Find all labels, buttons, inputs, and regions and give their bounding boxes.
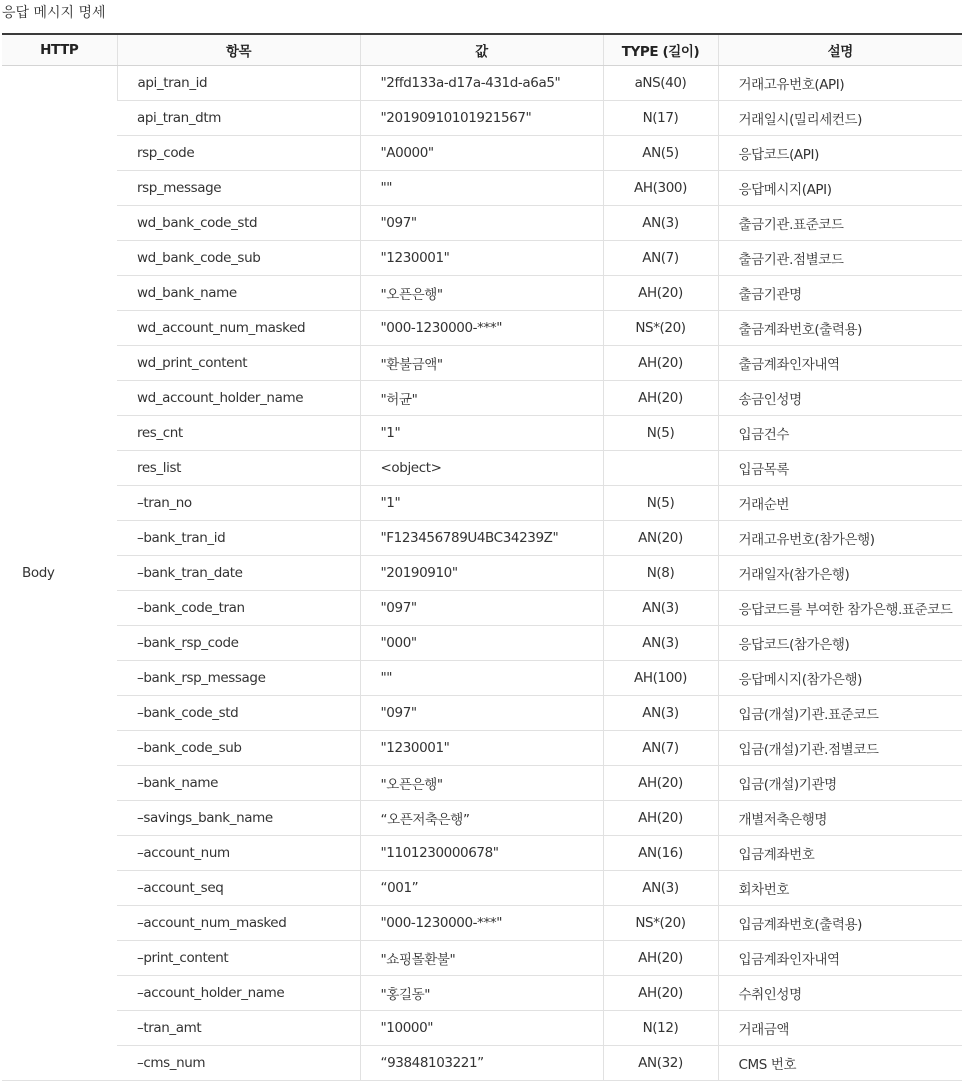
description-cell: 입금목록 xyxy=(718,451,962,486)
description-cell: 거래일시(밀리세컨드) xyxy=(718,101,962,136)
type-cell: N(17) xyxy=(603,101,718,136)
field-cell: rsp_code xyxy=(117,136,360,171)
field-cell: wd_account_num_masked xyxy=(117,311,360,346)
table-row xyxy=(2,1046,962,1081)
type-cell: AN(3) xyxy=(603,626,718,661)
type-cell: AH(100) xyxy=(603,661,718,696)
table-row xyxy=(2,1011,962,1046)
http-section-cell: Body xyxy=(2,66,117,1081)
field-cell: wd_account_holder_name xyxy=(117,381,360,416)
field-cell: wd_bank_code_sub xyxy=(117,241,360,276)
type-cell: AH(300) xyxy=(603,171,718,206)
type-cell: AN(3) xyxy=(603,206,718,241)
table-row xyxy=(2,206,962,241)
table-row xyxy=(2,626,962,661)
value-cell: "000-1230000-***" xyxy=(360,311,603,346)
description-cell: 입금계좌인자내역 xyxy=(718,941,962,976)
description-cell: 개별저축은행명 xyxy=(718,801,962,836)
value-cell: "2ffd133a-d17a-431d-a6a5" xyxy=(360,66,603,101)
description-cell: 거래순번 xyxy=(718,486,962,521)
type-cell: N(8) xyxy=(603,556,718,591)
field-cell: –account_num xyxy=(117,836,360,871)
table-row xyxy=(2,766,962,801)
field-cell: –bank_tran_date xyxy=(117,556,360,591)
field-cell: –bank_name xyxy=(117,766,360,801)
description-cell: 출금계좌번호(출력용) xyxy=(718,311,962,346)
type-cell: N(12) xyxy=(603,1011,718,1046)
value-cell: "오픈은행" xyxy=(360,766,603,801)
field-cell: wd_print_content xyxy=(117,346,360,381)
value-cell: "097" xyxy=(360,206,603,241)
field-cell: –bank_tran_id xyxy=(117,521,360,556)
table-row xyxy=(2,941,962,976)
value-cell: "1230001" xyxy=(360,731,603,766)
table-row xyxy=(2,171,962,206)
type-cell: AH(20) xyxy=(603,276,718,311)
field-cell: –cms_num xyxy=(117,1046,360,1081)
type-cell: N(5) xyxy=(603,416,718,451)
value-cell: "오픈은행" xyxy=(360,276,603,311)
value-cell: "1" xyxy=(360,416,603,451)
description-cell: 출금기관.점별코드 xyxy=(718,241,962,276)
type-cell: AN(20) xyxy=(603,521,718,556)
description-cell: 출금계좌인자내역 xyxy=(718,346,962,381)
type-cell: AH(20) xyxy=(603,766,718,801)
field-cell: wd_bank_name xyxy=(117,276,360,311)
table-row xyxy=(2,276,962,311)
value-cell: "097" xyxy=(360,591,603,626)
field-cell: res_cnt xyxy=(117,416,360,451)
table-header-row xyxy=(2,34,962,66)
value-cell: "홍길동" xyxy=(360,976,603,1011)
field-cell: –account_seq xyxy=(117,871,360,906)
table-row xyxy=(2,731,962,766)
field-cell: wd_bank_code_std xyxy=(117,206,360,241)
field-cell: –account_num_masked xyxy=(117,906,360,941)
field-cell: –tran_no xyxy=(117,486,360,521)
table-row xyxy=(2,136,962,171)
value-cell: "1230001" xyxy=(360,241,603,276)
type-cell: AN(3) xyxy=(603,696,718,731)
table-row xyxy=(2,801,962,836)
table-row xyxy=(2,311,962,346)
value-cell: "1101230000678" xyxy=(360,836,603,871)
table-row xyxy=(2,66,962,101)
description-cell: 응답메시지(API) xyxy=(718,171,962,206)
value-cell: “93848103221” xyxy=(360,1046,603,1081)
header-value: 값 xyxy=(360,34,603,66)
description-cell: 회차번호 xyxy=(718,871,962,906)
header-description: 설명 xyxy=(718,34,962,66)
description-cell: 거래금액 xyxy=(718,1011,962,1046)
description-cell: 입금계좌번호 xyxy=(718,836,962,871)
description-cell: 수취인성명 xyxy=(718,976,962,1011)
table-row xyxy=(2,451,962,486)
field-cell: –bank_rsp_code xyxy=(117,626,360,661)
field-cell: –bank_code_tran xyxy=(117,591,360,626)
value-cell: "000" xyxy=(360,626,603,661)
page-title: 응답 메시지 명세 xyxy=(2,5,106,21)
type-cell: AN(32) xyxy=(603,1046,718,1081)
response-spec-table xyxy=(2,33,962,1081)
table-row xyxy=(2,871,962,906)
table-row xyxy=(2,346,962,381)
value-cell: “001” xyxy=(360,871,603,906)
table-row xyxy=(2,381,962,416)
value-cell: "F123456789U4BC34239Z" xyxy=(360,521,603,556)
value-cell: “오픈저축은행” xyxy=(360,801,603,836)
description-cell: 입금건수 xyxy=(718,416,962,451)
description-cell: CMS 번호 xyxy=(718,1046,962,1081)
description-cell: 응답코드(API) xyxy=(718,136,962,171)
table-row xyxy=(2,521,962,556)
field-cell: –print_content xyxy=(117,941,360,976)
field-cell: –tran_amt xyxy=(117,1011,360,1046)
table-row xyxy=(2,101,962,136)
value-cell: "097" xyxy=(360,696,603,731)
header-field: 항목 xyxy=(117,34,360,66)
type-cell: NS*(20) xyxy=(603,906,718,941)
type-cell: AN(7) xyxy=(603,241,718,276)
type-cell: AN(7) xyxy=(603,731,718,766)
description-cell: 거래일자(참가은행) xyxy=(718,556,962,591)
field-cell: res_list xyxy=(117,451,360,486)
field-cell: api_tran_dtm xyxy=(117,101,360,136)
field-cell: –bank_code_sub xyxy=(117,731,360,766)
table-row xyxy=(2,976,962,1011)
header-type: TYPE (길이) xyxy=(603,34,718,66)
description-cell: 출금기관명 xyxy=(718,276,962,311)
value-cell: "000-1230000-***" xyxy=(360,906,603,941)
value-cell: "A0000" xyxy=(360,136,603,171)
value-cell: "환불금액" xyxy=(360,346,603,381)
table-row xyxy=(2,906,962,941)
description-cell: 거래고유번호(참가은행) xyxy=(718,521,962,556)
description-cell: 송금인성명 xyxy=(718,381,962,416)
field-cell: –savings_bank_name xyxy=(117,801,360,836)
type-cell: AH(20) xyxy=(603,381,718,416)
value-cell: "10000" xyxy=(360,1011,603,1046)
value-cell: "" xyxy=(360,171,603,206)
type-cell: NS*(20) xyxy=(603,311,718,346)
field-cell: rsp_message xyxy=(117,171,360,206)
table-row xyxy=(2,556,962,591)
value-cell: <object> xyxy=(360,451,603,486)
type-cell: N(5) xyxy=(603,486,718,521)
value-cell: "" xyxy=(360,661,603,696)
table-row xyxy=(2,661,962,696)
type-cell: AN(5) xyxy=(603,136,718,171)
value-cell: "쇼핑몰환불" xyxy=(360,941,603,976)
table-row xyxy=(2,416,962,451)
description-cell: 출금기관.표준코드 xyxy=(718,206,962,241)
table-row xyxy=(2,241,962,276)
table-body xyxy=(2,66,962,1081)
table-row xyxy=(2,696,962,731)
type-cell: AN(3) xyxy=(603,871,718,906)
table-row xyxy=(2,591,962,626)
value-cell: "20190910101921567" xyxy=(360,101,603,136)
description-cell: 입금(개설)기관.표준코드 xyxy=(718,696,962,731)
type-cell: AN(16) xyxy=(603,836,718,871)
value-cell: "20190910" xyxy=(360,556,603,591)
value-cell: "허균" xyxy=(360,381,603,416)
description-cell: 입금계좌번호(출력용) xyxy=(718,906,962,941)
description-cell: 응답코드를 부여한 참가은행.표준코드 xyxy=(718,591,962,626)
table-row xyxy=(2,836,962,871)
type-cell: AN(3) xyxy=(603,591,718,626)
value-cell: "1" xyxy=(360,486,603,521)
field-cell: api_tran_id xyxy=(117,66,360,101)
type-cell: aNS(40) xyxy=(603,66,718,101)
type-cell: AH(20) xyxy=(603,346,718,381)
type-cell: AH(20) xyxy=(603,941,718,976)
description-cell: 응답코드(참가은행) xyxy=(718,626,962,661)
field-cell: –bank_rsp_message xyxy=(117,661,360,696)
field-cell: –bank_code_std xyxy=(117,696,360,731)
type-cell xyxy=(603,451,718,486)
description-cell: 입금(개설)기관.점별코드 xyxy=(718,731,962,766)
description-cell: 입금(개설)기관명 xyxy=(718,766,962,801)
type-cell: AH(20) xyxy=(603,976,718,1011)
description-cell: 응답메시지(참가은행) xyxy=(718,661,962,696)
description-cell: 거래고유번호(API) xyxy=(718,66,962,101)
type-cell: AH(20) xyxy=(603,801,718,836)
header-http: HTTP xyxy=(2,34,117,66)
field-cell: –account_holder_name xyxy=(117,976,360,1011)
table-row xyxy=(2,486,962,521)
